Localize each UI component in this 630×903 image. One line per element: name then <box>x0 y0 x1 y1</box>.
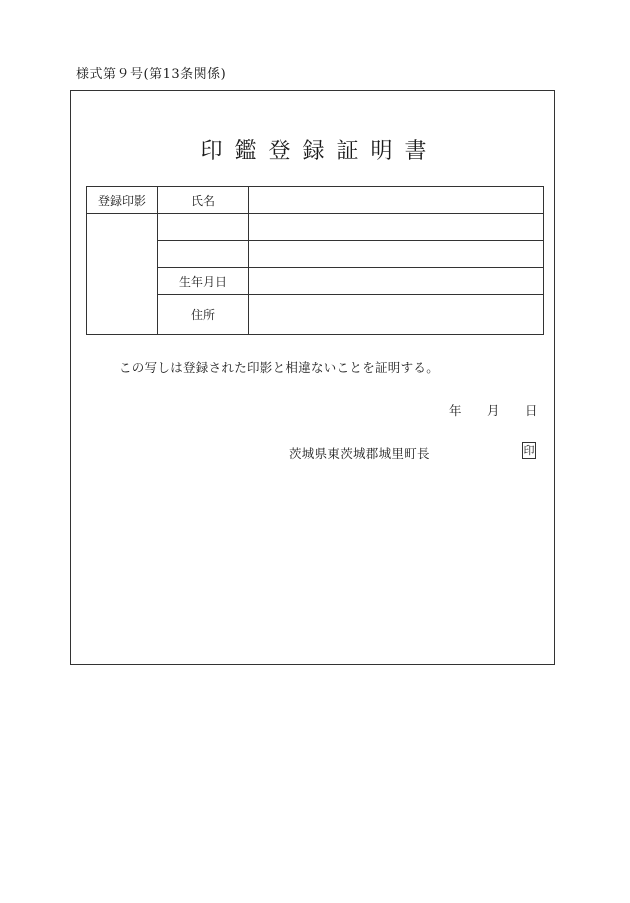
row2-value-cell <box>249 214 544 241</box>
name-label: 氏名 <box>158 187 249 214</box>
seal-impression-cell <box>87 214 158 335</box>
registration-table <box>86 186 544 335</box>
seal-impression-header: 登録印影 <box>87 187 158 214</box>
issuer-name: 茨城県東茨城郡城里町長 <box>289 446 430 461</box>
form-number-label: 様式第９号(第13条関係) <box>76 67 227 82</box>
document-title: 印鑑登録証明書 <box>200 139 439 164</box>
certification-statement: この写しは登録された印影と相違ないことを証明する。 <box>119 360 440 375</box>
table-row <box>87 187 544 214</box>
birthdate-label: 生年月日 <box>158 268 249 295</box>
table-row <box>87 214 544 241</box>
name-value-cell <box>249 187 544 214</box>
date-day: 日 <box>525 403 538 418</box>
row3-label-cell <box>158 241 249 268</box>
official-seal-mark: 印 <box>523 444 535 457</box>
birthdate-value-cell <box>249 268 544 295</box>
address-label: 住所 <box>158 295 249 335</box>
row3-value-cell <box>249 241 544 268</box>
date-month: 月 <box>487 403 500 418</box>
date-year: 年 <box>449 403 462 418</box>
address-value-cell <box>249 295 544 335</box>
row2-label-cell <box>158 214 249 241</box>
certificate-frame <box>70 90 555 665</box>
